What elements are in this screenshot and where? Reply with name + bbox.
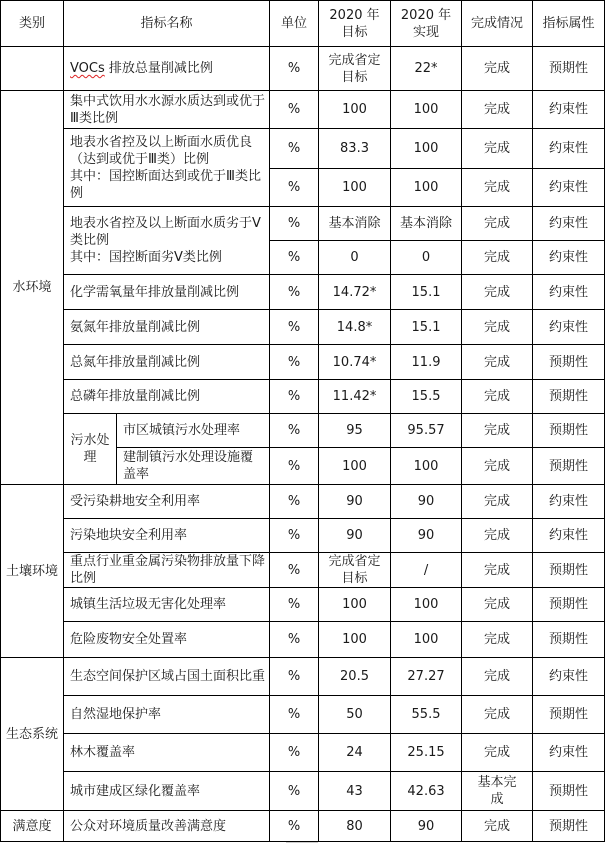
table-row	[1, 588, 605, 622]
actual: /	[391, 553, 462, 588]
actual: 90	[391, 485, 462, 519]
status: 完成	[462, 129, 533, 169]
status: 完成	[462, 588, 533, 622]
status: 完成	[462, 553, 533, 588]
attribute: 预期性	[533, 345, 605, 380]
indicator-name-merged: 地表水省控及以上断面水质劣于Ⅴ类比例 其中：国控断面劣Ⅴ类比例	[64, 207, 270, 275]
status: 基本完成	[462, 772, 533, 811]
actual: 100	[391, 169, 462, 207]
target: 0	[319, 241, 391, 275]
unit: %	[270, 622, 319, 658]
target: 24	[319, 734, 391, 772]
indicator-name: 自然湿地保护率	[64, 696, 270, 734]
table-row	[1, 772, 605, 811]
target: 43	[319, 772, 391, 811]
indicator-name: 生态空间保护区域占国土面积比重	[64, 658, 270, 696]
table-row	[1, 553, 605, 588]
table-row	[1, 207, 605, 241]
indicator-name: 氨氮年排放量削减比例	[64, 310, 270, 345]
attribute: 约束性	[533, 734, 605, 772]
status: 完成	[462, 241, 533, 275]
indicator-name: 总氮年排放量削减比例	[64, 345, 270, 380]
indicator-name: 污染地块安全利用率	[64, 519, 270, 553]
table-row	[1, 734, 605, 772]
unit: %	[270, 448, 319, 485]
attribute: 约束性	[533, 241, 605, 275]
unit: %	[270, 553, 319, 588]
actual: 15.1	[391, 275, 462, 310]
actual: 42.63	[391, 772, 462, 811]
target: 完成省定目标	[319, 47, 391, 91]
unit: %	[270, 241, 319, 275]
unit: %	[270, 207, 319, 241]
attribute: 预期性	[533, 622, 605, 658]
unit: %	[270, 275, 319, 310]
target: 10.74*	[319, 345, 391, 380]
attribute: 约束性	[533, 129, 605, 169]
actual: 90	[391, 519, 462, 553]
unit: %	[270, 47, 319, 91]
status: 完成	[462, 380, 533, 414]
target: 100	[319, 448, 391, 485]
table-row	[1, 811, 605, 842]
page-edge-mark	[286, 842, 318, 843]
actual: 11.9	[391, 345, 462, 380]
target: 11.42*	[319, 380, 391, 414]
attribute: 约束性	[533, 275, 605, 310]
actual: 95.57	[391, 414, 462, 448]
attribute: 预期性	[533, 414, 605, 448]
unit: %	[270, 519, 319, 553]
attribute: 约束性	[533, 207, 605, 241]
target: 20.5	[319, 658, 391, 696]
category-cell-empty	[1, 47, 64, 91]
status: 完成	[462, 519, 533, 553]
status: 完成	[462, 91, 533, 129]
target: 100	[319, 91, 391, 129]
actual: 90	[391, 811, 462, 842]
category-soil: 土壤环境	[1, 485, 64, 658]
table-row	[1, 47, 605, 91]
unit: %	[270, 696, 319, 734]
target: 100	[319, 622, 391, 658]
status: 完成	[462, 622, 533, 658]
subcategory-sewage: 污水处理	[64, 414, 117, 485]
unit: %	[270, 658, 319, 696]
attribute: 约束性	[533, 91, 605, 129]
attribute: 预期性	[533, 588, 605, 622]
table-row	[1, 380, 605, 414]
unit: %	[270, 345, 319, 380]
attribute: 预期性	[533, 380, 605, 414]
target: 14.8*	[319, 310, 391, 345]
category-satisfaction: 满意度	[1, 811, 64, 842]
target: 90	[319, 485, 391, 519]
indicator-name: 集中式饮用水水源水质达到或优于Ⅲ类比例	[64, 91, 270, 129]
attribute: 约束性	[533, 169, 605, 207]
indicator-name: 重点行业重金属污染物排放量下降比例	[64, 553, 270, 588]
target: 14.72*	[319, 275, 391, 310]
unit: %	[270, 129, 319, 169]
indicator-name: 总磷年排放量削减比例	[64, 380, 270, 414]
actual: 55.5	[391, 696, 462, 734]
unit: %	[270, 811, 319, 842]
attribute: 预期性	[533, 553, 605, 588]
status: 完成	[462, 275, 533, 310]
category-ecosystem: 生态系统	[1, 658, 64, 811]
attribute: 预期性	[533, 772, 605, 811]
table-row	[1, 129, 605, 169]
table-row	[1, 622, 605, 658]
unit: %	[270, 734, 319, 772]
attribute: 约束性	[533, 658, 605, 696]
unit: %	[270, 772, 319, 811]
indicator-name: 化学需氧量年排放量削减比例	[64, 275, 270, 310]
attribute: 预期性	[533, 448, 605, 485]
header-status: 完成情况	[462, 1, 533, 47]
actual: 100	[391, 622, 462, 658]
target: 95	[319, 414, 391, 448]
indicator-name: 受污染耕地安全利用率	[64, 485, 270, 519]
attribute: 约束性	[533, 485, 605, 519]
actual: 100	[391, 588, 462, 622]
target: 100	[319, 169, 391, 207]
target: 50	[319, 696, 391, 734]
unit: %	[270, 414, 319, 448]
indicator-name: 林木覆盖率	[64, 734, 270, 772]
table-row	[1, 485, 605, 519]
indicator-name: 市区城镇污水处理率	[117, 414, 270, 448]
table-row	[1, 91, 605, 129]
attribute: 约束性	[533, 310, 605, 345]
status: 完成	[462, 47, 533, 91]
unit: %	[270, 169, 319, 207]
status: 完成	[462, 658, 533, 696]
status: 完成	[462, 696, 533, 734]
category-water: 水环境	[1, 91, 64, 485]
header-actual: 2020 年实现	[391, 1, 462, 47]
status: 完成	[462, 345, 533, 380]
target: 完成省定目标	[319, 553, 391, 588]
table-row	[1, 310, 605, 345]
actual: 15.1	[391, 310, 462, 345]
status: 完成	[462, 414, 533, 448]
target: 90	[319, 519, 391, 553]
unit: %	[270, 310, 319, 345]
indicator-name: VOCs 排放总量削减比例	[64, 47, 270, 91]
table-row	[1, 519, 605, 553]
status: 完成	[462, 448, 533, 485]
actual: 100	[391, 91, 462, 129]
attribute: 预期性	[533, 47, 605, 91]
status: 完成	[462, 811, 533, 842]
actual: 0	[391, 241, 462, 275]
attribute: 约束性	[533, 519, 605, 553]
indicator-name: 危险废物安全处置率	[64, 622, 270, 658]
target: 基本消除	[319, 207, 391, 241]
header-indicator: 指标名称	[64, 1, 270, 47]
target: 83.3	[319, 129, 391, 169]
actual: 25.15	[391, 734, 462, 772]
status: 完成	[462, 169, 533, 207]
indicator-name: 公众对环境质量改善满意度	[64, 811, 270, 842]
header-unit: 单位	[270, 1, 319, 47]
actual: 27.27	[391, 658, 462, 696]
actual: 100	[391, 448, 462, 485]
attribute: 预期性	[533, 811, 605, 842]
header-category: 类别	[1, 1, 64, 47]
table-row	[1, 658, 605, 696]
unit: %	[270, 485, 319, 519]
status: 完成	[462, 310, 533, 345]
actual: 22*	[391, 47, 462, 91]
actual: 基本消除	[391, 207, 462, 241]
header-attribute: 指标属性	[533, 1, 605, 47]
table-row	[1, 345, 605, 380]
table-row	[1, 696, 605, 734]
header-target: 2020 年目标	[319, 1, 391, 47]
attribute: 预期性	[533, 696, 605, 734]
actual: 100	[391, 129, 462, 169]
actual: 15.5	[391, 380, 462, 414]
indicator-name: 城镇生活垃圾无害化处理率	[64, 588, 270, 622]
unit: %	[270, 91, 319, 129]
indicator-name-merged: 地表水省控及以上断面水质优良（达到或优于Ⅲ类）比例 其中：国控断面达到或优于Ⅲ类比例	[64, 129, 270, 207]
status: 完成	[462, 734, 533, 772]
indicator-name: 建制镇污水处理设施覆盖率	[117, 448, 270, 485]
header-row	[1, 1, 605, 47]
unit: %	[270, 380, 319, 414]
status: 完成	[462, 207, 533, 241]
status: 完成	[462, 485, 533, 519]
unit: %	[270, 588, 319, 622]
indicator-name: 城市建成区绿化覆盖率	[64, 772, 270, 811]
table-row	[1, 414, 605, 448]
target: 80	[319, 811, 391, 842]
table-row	[1, 275, 605, 310]
target: 100	[319, 588, 391, 622]
spellcheck-underlined-text: VOCs	[70, 61, 105, 76]
